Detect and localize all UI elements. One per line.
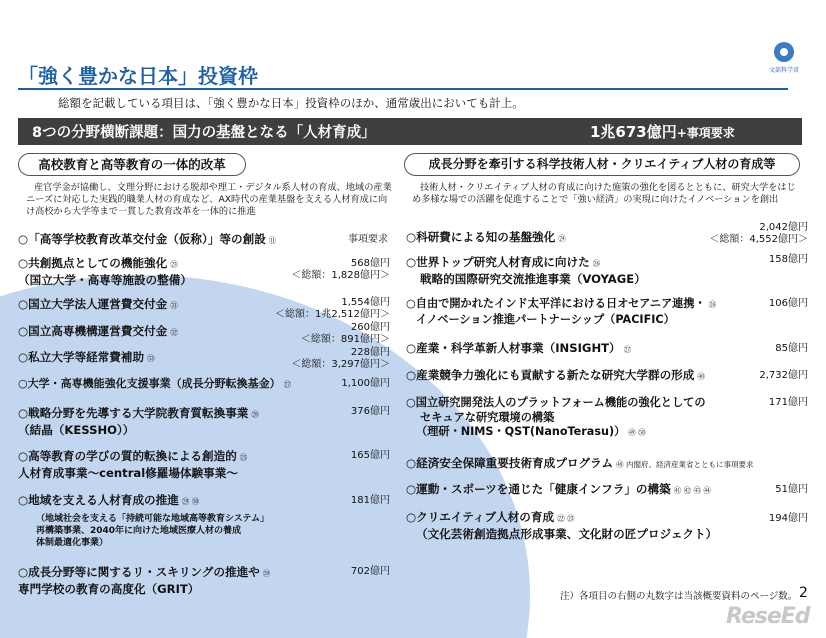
amount-value: 228億円 [350,347,390,358]
page-ref: ㊴ [262,569,271,578]
detail-line: （地域社会を支える「持続可能な地域高等教育システム」 [36,514,270,524]
left-item-4-text: ○国立高専機構運営費交付金 [18,324,168,338]
right-item-9-text2: （文化芸術創造拠点形成事業、文化財の匠プロジェクト） [416,526,718,541]
left-item-9 [18,493,199,510]
right-description: 技術人材・クリエイティブ人材の育成に向けた施策の強化を図るとともに、研究大学をはじめ多様な場での活躍を促進することで「強い経済」の実現に向けたイノベーションを創出 [412,182,796,205]
logo-text: 文部科学省 [768,67,799,74]
section-banner [18,118,802,145]
left-item-5-text: ○私立大学等経常費補助 [18,350,145,364]
footnote: 注）各項目の右側の丸数字は当該概要資料のページ数。 [560,591,798,602]
page-ref: ㉗ [283,380,292,389]
right-item-2-text2: 戦略的国際研究交流推進事業（VOYAGE） [420,271,646,286]
right-item-9-text: ○クリエイティブ人材の育成 [406,510,555,524]
right-item-8-amount: 51億円 [775,484,808,495]
page-ref: ㉜ [170,328,178,337]
watermark-logo: ReseEd [726,604,810,629]
right-item-1 [406,230,566,247]
amount-total: ＜総額：1兆2,512億円＞ [275,309,390,320]
right-item-5-amount: 2,732億円 [759,370,808,381]
banner-title: 8つの分野横断課題：国力の基盤となる「人材育成」 [32,125,376,141]
amount-value: 1,554億円 [341,297,390,308]
right-item-9-amount: 194億円 [768,513,808,524]
right-item-8 [406,482,711,499]
right-item-8-text: ○運動・スポーツを通じた「健康インフラ」の構築 [406,482,671,496]
page-ref: ㉙ ㉚ [181,497,200,506]
left-item-8-amount: 165億円 [350,450,390,461]
left-item-5-amount [250,347,390,371]
left-item-1 [18,232,276,249]
left-item-8-text2: 人材育成事業～central修羅場体験事業～ [18,465,238,480]
amount-total: ＜総額：4,552億円＞ [709,234,808,245]
right-item-3 [406,297,716,327]
page-ref: ㊶ ㊷ ㊸ ㊹ [673,486,711,495]
right-column [404,153,804,206]
right-item-1-amount [680,222,808,246]
right-item-3-text: ○自由で開かれたインド太平洋における日オセアニア連携・ [406,297,706,310]
page-ref: ㉛ [170,301,178,310]
page-ref: ㉖ [708,300,717,309]
left-description: 産官学金が協働し、文理分野における脱却や理工・デジタル系人材の育成、地域の産業ニーズに対応した実践的職業人材の育成など、AX時代の産業基盤を支える人材育成に向け高校から大学等まで一貫した教育改革を一体的に推進 [26,182,392,217]
right-item-7-note: ㊽ 内閣府、経済産業省とともに事項要求 [616,460,754,469]
left-item-4 [18,324,178,341]
left-item-7-text: ○戦略分野を先導する大学院教育質転換事業 [18,406,249,420]
left-item-3-text: ○国立大学法人運営費交付金 [18,297,168,311]
banner-amount-value: 1兆673億円 [590,123,677,141]
amount-value: 2,042億円 [759,222,808,233]
right-item-4 [406,341,631,358]
summary-note: 総額を記載している項目は、「強く豊かな日本」投資枠のほか、通常歳出においても計上。 [58,96,524,110]
right-item-6-text2: セキュアな研究環境の構築 [420,410,555,424]
page-ref: ㉘ [251,410,259,419]
left-column [18,153,394,218]
page-ref: ㉔ [558,234,566,243]
detail-line: 再構築事業、2040年に向けた地域医療人材の養成 [36,526,242,536]
left-item-10-amount: 702億円 [350,566,390,577]
page-ref: ㉗ [623,345,632,354]
page-number: 2 [799,585,808,601]
left-item-1-text: ○「高等学校教育改革交付金（仮称）」等の創設 [18,232,266,246]
left-item-9-text: ○地域を支える人材育成の推進 [18,493,179,507]
page-ref: ㊾ ㊿ [628,428,646,437]
left-item-10-text2: 専門学校の教育の高度化（GRIT） [18,581,200,596]
left-item-9-detail [36,513,269,549]
page-ref: ㉕ [239,453,248,462]
left-item-10 [18,565,270,596]
amount-total: ＜総額：1,828億円＞ [291,270,390,281]
left-item-9-amount: 181億円 [350,495,390,506]
right-item-5 [406,368,705,385]
left-item-2 [18,256,192,287]
left-item-2-text: ○共創拠点としての機能強化 [18,256,168,270]
amount-total: ＜総額：891億円＞ [300,334,390,345]
left-item-2-amount [280,258,390,282]
right-item-2-text: ○世界トップ研究人材育成に向けた [406,255,590,269]
left-item-8 [18,449,247,480]
right-item-4-text: ○産業・科学革新人材事業（INSIGHT） [406,341,621,355]
right-item-2-amount: 158億円 [768,254,808,265]
left-item-5 [18,350,155,367]
left-item-6-amount: 1,100億円 [341,378,390,389]
left-item-3 [18,297,178,314]
logo-icon [774,42,794,62]
left-item-4-amount [250,322,390,346]
right-item-7 [406,456,754,473]
right-item-2 [406,255,646,286]
page-title: 「強く豊かな日本」投資枠 [18,64,258,88]
page-ref: ㊵ [697,372,705,381]
right-item-6-amount: 171億円 [768,397,808,408]
banner-amount-suffix: +事項要求 [676,126,735,140]
right-item-4-amount: 85億円 [775,343,808,354]
right-item-9 [406,510,717,541]
page-ref: ㉒ ㉓ [557,514,575,523]
left-item-1-amount: 事項要求 [348,234,388,245]
right-item-1-text: ○科研費による知の基盤強化 [406,230,556,244]
left-item-7-text2: （結晶（KESSHO）） [18,422,135,437]
page-ref: ㉝ [147,354,155,363]
right-item-3-text2: イノベーション推進パートナーシップ（PACIFIC） [416,312,675,326]
left-item-7-amount: 376億円 [350,406,390,417]
right-heading: 成長分野を牽引する科学技術人材・クリエイティブ人材の育成等 [404,153,800,176]
right-item-5-text: ○産業競争力強化にも貢献する新たな研究大学群の形成 [406,368,695,382]
page-ref: ㉖ [592,259,601,268]
right-item-6-text: ○国立研究開発法人のプラットフォーム機能の強化としての [406,396,706,409]
detail-line: 体制最適化事業） [36,538,109,548]
left-item-10-text: ○成長分野等に関するリ・スキリングの推進や [18,565,260,579]
page-ref: ⑪ [268,236,277,245]
left-item-2-text2: （国立大学・高専等施設の整備） [18,272,192,287]
right-item-7-text: ○経済安全保障重要技術育成プログラム [406,456,614,470]
title-underline [18,88,788,90]
left-item-8-text: ○高等教育の学びの質的転換による創造的 [18,449,237,463]
amount-total: ＜総額：3,297億円＞ [291,359,390,370]
left-item-3-amount [250,297,390,321]
left-item-7 [18,406,259,437]
page-ref: ㉓ [170,260,178,269]
left-heading: 高校教育と高等教育の一体的改革 [18,153,246,176]
left-item-6-text: ○大学・高専機能強化支援事業（成長分野転換基金） [18,377,281,390]
left-item-6 [18,377,291,393]
amount-value: 568億円 [350,258,390,269]
ministry-logo [764,42,804,90]
right-item-3-amount: 106億円 [768,298,808,309]
banner-amount [590,121,735,142]
right-item-6 [406,396,706,441]
amount-value: 260億円 [350,322,390,333]
right-item-6-text3: （理研・NIMS・QST(NanoTerasu)） [416,425,626,438]
